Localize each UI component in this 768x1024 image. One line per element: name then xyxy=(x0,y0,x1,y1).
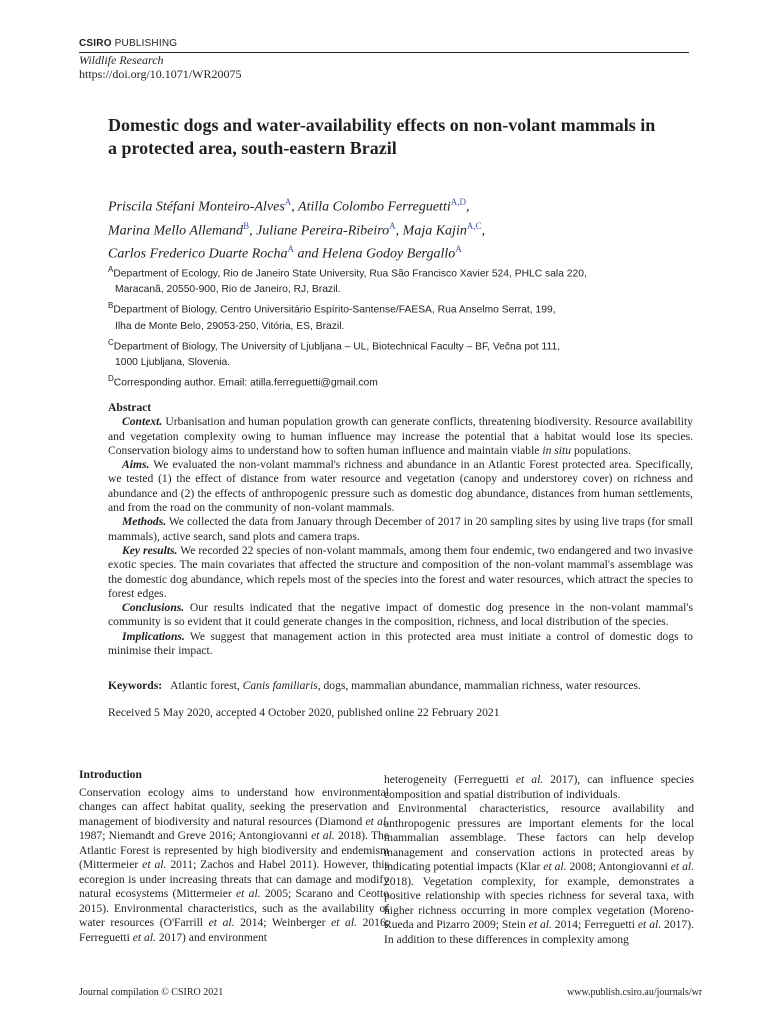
doi-link[interactable]: https://doi.org/10.1071/WR20075 xyxy=(79,67,242,81)
author-affiliation-mark: A xyxy=(287,244,295,255)
abstract-aims: Aims. We evaluated the non-volant mammal's richness and abundance in an Atlantic Forest protected area. Specifically, we tested (1) the effect of distance from water resource and vegetation (canopy and understorey cover) on richness and abundance and (2) the effects of anthropogenic pressure such as domestic dog abundance, distances from human settlements, and from the road on the community of non-volant mammals. xyxy=(108,458,693,515)
abstract-heading: Abstract xyxy=(108,401,152,414)
abstract xyxy=(108,401,693,658)
journal-name: Wildlife Research xyxy=(79,53,164,67)
abstract-key-results: Key results. We recorded 22 species of non-volant mammals, among them four endemic, two endangered and two invasive exotic species. The main covariates that affected the structure and composition of the non-volant mammal's assemblage was the domestic dog abundance, which repels most of the species into the forest and water resources, which attract the species to forest edges. xyxy=(108,543,693,600)
author-name: Atilla Colombo Ferreguetti xyxy=(298,199,451,215)
article-title: Domestic dogs and water-availability effects on non-volant mammals in a protected area, south-eastern Brazil xyxy=(108,115,656,158)
author-affiliation-mark: A xyxy=(284,197,292,207)
affiliation-B: $^B$Department of Biology, Centro Universitário Espírito-Santense/FAESA, Rua Anselmo Serrat, 199, Ilha de Monte Belo, 29053-250, Vitória, ES, Brazil. xyxy=(108,301,556,332)
author-affiliation-mark: A,C xyxy=(466,220,482,231)
intro-column-right xyxy=(384,773,694,947)
affiliations xyxy=(108,262,668,392)
abstract-implications: Implications. We suggest that management action in this protected area must initiate a control of domestic dogs to minimise their impact. xyxy=(108,629,693,658)
affiliation-C: $^C$Department of Biology, The University of Ljubljana – UL, Biotechnical Faculty – BF, Večna pot 111, 1000 Ljubljana, Slovenia. xyxy=(108,337,561,369)
abstract-context: Context. Urbanisation and human population growth can generate conflicts, threatening biodiversity. Resource availability and vegetation complexity owing to human influence may increase the potential that a habitat would lose its species. Conservation biology aims to understand how to soften human influence and maintain viable in situ populations. xyxy=(108,415,693,457)
footer-url[interactable]: www.publish.csiro.au/journals/wr xyxy=(567,987,703,998)
author-list: Priscila Stéfani Monteiro-Alves$^A$, Atilla Colombo Ferreguetti$^{A,D}$, Marina Mello Allemand$^B$, Juliane Pereira-Ribeiro$^A$, Maja Kajin$^{A,C}$, Carlos Frederico Duarte Rocha$^A$ and Helena Godoy Bergallo$^A$ xyxy=(108,197,486,262)
author-affiliation-mark: A xyxy=(389,220,396,231)
intro-column-left xyxy=(79,768,389,945)
author-affiliation-mark: A xyxy=(455,244,462,255)
intro-paragraph-2: Environmental characteristics, resource availability and anthropogenic pressures are important elements for the local mammalian assemblage. These factors can help develop management and conservation actions in protected areas by indicating potential impacts (Klar et al. 2008; Antongiovanni et al. 2018). Vegetation complexity, for example, demonstrates a positive relationship with species richness for several taxa, with higher richness occurring in more complex vegetation (Moreno-Rueda and Pizarro 2009; Stein et al. 2014; Ferreguetti et al. 2017). In addition to these differences in complexity among xyxy=(384,802,694,946)
author-affiliation-mark: A,D xyxy=(450,197,466,207)
abstract-conclusions: Conclusions. Our results indicated that the negative impact of domestic dog presence in the non-volant mammal's community is so evident that it could generate changes in the composition, richness, and local distribution of the species. xyxy=(108,601,693,629)
intro-paragraph-1-cont: heterogeneity (Ferreguetti et al. 2017), can influence species composition and spatial distribution of individuals. xyxy=(384,773,694,801)
author-name: Juliane Pereira-Ribeiro xyxy=(256,223,390,239)
author-name: Carlos Frederico Duarte Rocha xyxy=(108,246,288,262)
author-affiliation-mark: B xyxy=(243,220,250,231)
author-name: Helena Godoy Bergallo xyxy=(322,246,456,262)
affiliation-D: $^D$Corresponding author. Email: atilla.ferreguetti@gmail.com xyxy=(108,374,378,389)
publication-dates: Received 5 May 2020, accepted 4 October 2020, published online 22 February 2021 xyxy=(108,706,500,719)
footer-copyright: Journal compilation © CSIRO 2021 xyxy=(79,987,224,998)
intro-paragraph-1: Conservation ecology aims to understand how environmental changes can affect habitat quality, seeking the preservation and management of biodiversity and natural resources (Diamond et al. 1987; Niemandt and Greve 2016; Antongiovanni et al. 2018). The Atlantic Forest is represented by high biodiversity and endemism (Mittermeier et al. 2011; Zachos and Habel 2011). However, this ecoregion is under increasing threats that can damage and modify natural ecosystems (Mittermeier et al. 2005; Scarano and Ceotto 2015). Environmental characteristics, such as the availability of water resources (O'Farrill et al. 2014; Weinberger et al. 2016; Ferreguetti et al. 2017) and environment xyxy=(79,785,390,944)
publisher-logo: CSIRO PUBLISHING xyxy=(79,38,178,49)
affiliation-A: $^A$Department of Ecology, Rio de Janeiro State University, Rua São Francisco Xavier 524, PHLC sala 220, Maracanã, 20550-900, Rio de Janeiro, RJ, Brazil. xyxy=(108,265,587,296)
author-name: Marina Mello Allemand xyxy=(108,223,244,239)
introduction-heading: Introduction xyxy=(79,768,142,781)
keywords: Keywords: Atlantic forest, Canis familiaris, dogs, mammalian abundance, mammalian richness, water resources. xyxy=(108,679,641,692)
author-name: Maja Kajin xyxy=(402,223,467,239)
header-rule xyxy=(79,52,689,53)
author-name: Priscila Stéfani Monteiro-Alves xyxy=(108,199,285,215)
abstract-methods: Methods. We collected the data from January through December of 2017 in 20 sampling sites by using live traps (for small mammals), active search, sand plots and camera traps. xyxy=(108,515,694,543)
